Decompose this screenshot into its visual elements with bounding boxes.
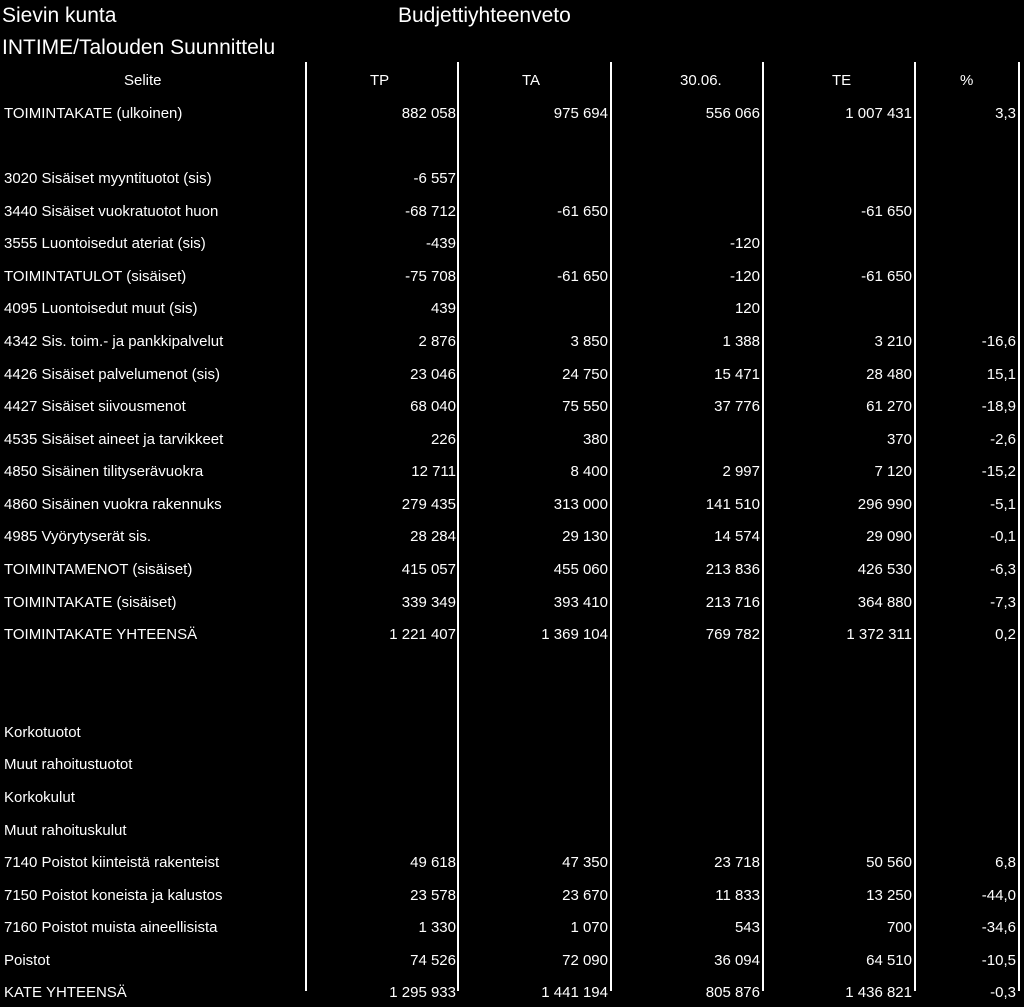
cell-label: TOIMINTAKATE YHTEENSÄ bbox=[4, 626, 198, 643]
cell-percent: -5,1 bbox=[990, 496, 1016, 513]
cell-label: Poistot bbox=[4, 952, 50, 969]
cell-tp: -75 708 bbox=[405, 268, 456, 285]
cell-label: 4860 Sisäinen vuokra rakennuks bbox=[4, 496, 222, 513]
table-row bbox=[0, 263, 1024, 291]
table-row bbox=[0, 947, 1024, 975]
cell-percent: 3,3 bbox=[995, 105, 1016, 122]
table-row bbox=[0, 751, 1024, 779]
cell-label: Korkokulut bbox=[4, 789, 75, 806]
cell-label: Muut rahoitustuotot bbox=[4, 756, 133, 773]
cell-te: 1 007 431 bbox=[845, 105, 912, 122]
column-header-ta: TA bbox=[522, 72, 541, 89]
cell-label: 4535 Sisäiset aineet ja tarvikkeet bbox=[4, 431, 224, 448]
cell-date: 1 388 bbox=[722, 333, 760, 350]
cell-te: 1 372 311 bbox=[846, 626, 912, 643]
cell-ta: 455 060 bbox=[553, 561, 608, 578]
table-row bbox=[0, 914, 1024, 942]
cell-label: 4985 Vyörytyserät sis. bbox=[4, 528, 152, 545]
cell-te: 1 436 821 bbox=[845, 984, 912, 1001]
cell-tp: -68 712 bbox=[405, 203, 456, 220]
cell-percent: 15,1 bbox=[986, 366, 1016, 383]
table-row bbox=[0, 589, 1024, 617]
cell-label: 4342 Sis. toim.- ja pankkipalvelut bbox=[4, 333, 224, 350]
table-row bbox=[0, 621, 1024, 649]
cell-label: TOIMINTATULOT (sisäiset) bbox=[4, 268, 187, 285]
cell-tp: 279 435 bbox=[401, 496, 456, 513]
cell-percent: -18,9 bbox=[981, 398, 1016, 415]
cell-percent: -34,6 bbox=[981, 919, 1016, 936]
table-header bbox=[0, 67, 1024, 95]
cell-te: -61 650 bbox=[861, 203, 912, 220]
cell-date: 769 782 bbox=[705, 626, 760, 643]
cell-tp: 49 618 bbox=[410, 854, 456, 871]
cell-ta: 1 441 194 bbox=[541, 984, 608, 1001]
table-row bbox=[0, 133, 1024, 161]
table-row bbox=[0, 491, 1024, 519]
table-row bbox=[0, 556, 1024, 584]
cell-date: 543 bbox=[734, 919, 760, 936]
table-row bbox=[0, 426, 1024, 454]
table-row bbox=[0, 165, 1024, 193]
report-org-title: Sievin kunta bbox=[2, 4, 117, 27]
cell-label: 7150 Poistot koneista ja kalustos bbox=[4, 887, 223, 904]
cell-label: 3555 Luontoisedut ateriat (sis) bbox=[4, 235, 206, 252]
cell-label: 4427 Sisäiset siivousmenot bbox=[4, 398, 186, 415]
table-row bbox=[0, 393, 1024, 421]
cell-tp: 68 040 bbox=[410, 398, 456, 415]
cell-ta: 393 410 bbox=[553, 594, 608, 611]
cell-te: 50 560 bbox=[866, 854, 912, 871]
cell-tp: 23 578 bbox=[410, 887, 456, 904]
cell-tp: 882 058 bbox=[401, 105, 456, 122]
cell-tp: 439 bbox=[430, 300, 456, 317]
cell-te: 7 120 bbox=[874, 463, 912, 480]
cell-ta: 313 000 bbox=[553, 496, 608, 513]
cell-label: TOIMINTAKATE (sisäiset) bbox=[4, 594, 177, 611]
cell-tp: 2 876 bbox=[418, 333, 456, 350]
cell-tp: 1 221 407 bbox=[389, 626, 456, 643]
cell-percent: -6,3 bbox=[990, 561, 1016, 578]
cell-percent: 6,8 bbox=[995, 854, 1016, 871]
cell-te: 29 090 bbox=[866, 528, 912, 545]
table-row bbox=[0, 817, 1024, 845]
cell-percent: -0,1 bbox=[990, 528, 1016, 545]
report-title: Budjettiyhteenveto bbox=[398, 4, 571, 27]
table-row bbox=[0, 458, 1024, 486]
cell-label: TOIMINTAKATE (ulkoinen) bbox=[4, 105, 183, 122]
column-header-date: 30.06. bbox=[680, 72, 722, 89]
table-row bbox=[0, 719, 1024, 747]
cell-ta: 380 bbox=[582, 431, 608, 448]
cell-ta: 975 694 bbox=[553, 105, 608, 122]
cell-tp: 339 349 bbox=[401, 594, 456, 611]
column-header-percent: % bbox=[960, 72, 974, 89]
cell-te: 3 210 bbox=[874, 333, 912, 350]
cell-label: 4426 Sisäiset palvelumenot (sis) bbox=[4, 366, 220, 383]
table-row bbox=[0, 686, 1024, 714]
cell-tp: 415 057 bbox=[401, 561, 456, 578]
cell-tp: 1 295 933 bbox=[389, 984, 456, 1001]
cell-te: 364 880 bbox=[857, 594, 912, 611]
cell-te: 28 480 bbox=[866, 366, 912, 383]
cell-date: 37 776 bbox=[714, 398, 760, 415]
cell-ta: 29 130 bbox=[562, 528, 608, 545]
cell-ta: 75 550 bbox=[562, 398, 608, 415]
cell-ta: 8 400 bbox=[570, 463, 608, 480]
cell-ta: -61 650 bbox=[557, 203, 608, 220]
cell-tp: 12 711 bbox=[411, 463, 456, 480]
cell-label: 3440 Sisäiset vuokratuotot huon bbox=[4, 203, 219, 220]
cell-label: 3020 Sisäiset myyntituotot (sis) bbox=[4, 170, 212, 187]
cell-tp: -439 bbox=[425, 235, 456, 252]
cell-percent: -0,3 bbox=[990, 984, 1016, 1001]
cell-date: 213 716 bbox=[705, 594, 760, 611]
cell-ta: 47 350 bbox=[562, 854, 608, 871]
cell-tp: 23 046 bbox=[410, 366, 456, 383]
cell-date: 120 bbox=[734, 300, 760, 317]
cell-te: -61 650 bbox=[861, 268, 912, 285]
cell-te: 426 530 bbox=[857, 561, 912, 578]
cell-te: 296 990 bbox=[857, 496, 912, 513]
cell-te: 13 250 bbox=[866, 887, 912, 904]
table-row bbox=[0, 100, 1024, 128]
table-row bbox=[0, 784, 1024, 812]
cell-tp: 226 bbox=[430, 431, 456, 448]
report-subtitle: INTIME/Talouden Suunnittelu bbox=[2, 36, 276, 59]
cell-label: 4095 Luontoisedut muut (sis) bbox=[4, 300, 198, 317]
cell-label: Korkotuotot bbox=[4, 724, 81, 741]
table-row bbox=[0, 361, 1024, 389]
cell-ta: -61 650 bbox=[557, 268, 608, 285]
cell-date: -120 bbox=[729, 268, 760, 285]
cell-label: 7160 Poistot muista aineellisista bbox=[4, 919, 218, 936]
cell-date: 11 833 bbox=[715, 887, 760, 904]
cell-label: Muut rahoituskulut bbox=[4, 822, 127, 839]
cell-date: 15 471 bbox=[714, 366, 760, 383]
table-row bbox=[0, 849, 1024, 877]
cell-tp: 74 526 bbox=[410, 952, 456, 969]
cell-ta: 1 369 104 bbox=[541, 626, 608, 643]
cell-tp: 1 330 bbox=[418, 919, 456, 936]
column-header-selite: Selite bbox=[124, 72, 162, 89]
table-row bbox=[0, 328, 1024, 356]
cell-label: KATE YHTEENSÄ bbox=[4, 984, 127, 1001]
cell-percent: -16,6 bbox=[981, 333, 1016, 350]
cell-ta: 1 070 bbox=[570, 919, 608, 936]
cell-date: 805 876 bbox=[705, 984, 760, 1001]
table-row bbox=[0, 230, 1024, 258]
cell-date: 556 066 bbox=[705, 105, 760, 122]
cell-tp: -6 557 bbox=[413, 170, 456, 187]
table-row bbox=[0, 198, 1024, 226]
column-header-te: TE bbox=[832, 72, 852, 89]
cell-ta: 3 850 bbox=[570, 333, 608, 350]
cell-date: 14 574 bbox=[714, 528, 760, 545]
table-row bbox=[0, 295, 1024, 323]
table-row bbox=[0, 979, 1024, 1007]
cell-percent: -10,5 bbox=[981, 952, 1016, 969]
cell-ta: 24 750 bbox=[562, 366, 608, 383]
table-row bbox=[0, 654, 1024, 682]
cell-ta: 72 090 bbox=[562, 952, 608, 969]
cell-date: 36 094 bbox=[714, 952, 760, 969]
cell-label: 4850 Sisäinen tilityserävuokra bbox=[4, 463, 204, 480]
cell-date: 213 836 bbox=[705, 561, 760, 578]
cell-date: 23 718 bbox=[714, 854, 760, 871]
cell-date: 141 510 bbox=[705, 496, 760, 513]
cell-te: 370 bbox=[886, 431, 912, 448]
cell-percent: -7,3 bbox=[990, 594, 1016, 611]
cell-date: -120 bbox=[729, 235, 760, 252]
cell-label: TOIMINTAMENOT (sisäiset) bbox=[4, 561, 193, 578]
cell-ta: 23 670 bbox=[562, 887, 608, 904]
cell-tp: 28 284 bbox=[410, 528, 456, 545]
cell-percent: -44,0 bbox=[981, 887, 1016, 904]
cell-percent: 0,2 bbox=[995, 626, 1016, 643]
cell-te: 700 bbox=[886, 919, 912, 936]
table-row bbox=[0, 523, 1024, 551]
table-row bbox=[0, 882, 1024, 910]
cell-percent: -2,6 bbox=[990, 431, 1016, 448]
cell-percent: -15,2 bbox=[981, 463, 1016, 480]
cell-te: 64 510 bbox=[866, 952, 912, 969]
cell-date: 2 997 bbox=[722, 463, 760, 480]
cell-te: 61 270 bbox=[866, 398, 912, 415]
column-header-tp: TP bbox=[370, 72, 390, 89]
cell-label: 7140 Poistot kiinteistä rakenteist bbox=[4, 854, 220, 871]
